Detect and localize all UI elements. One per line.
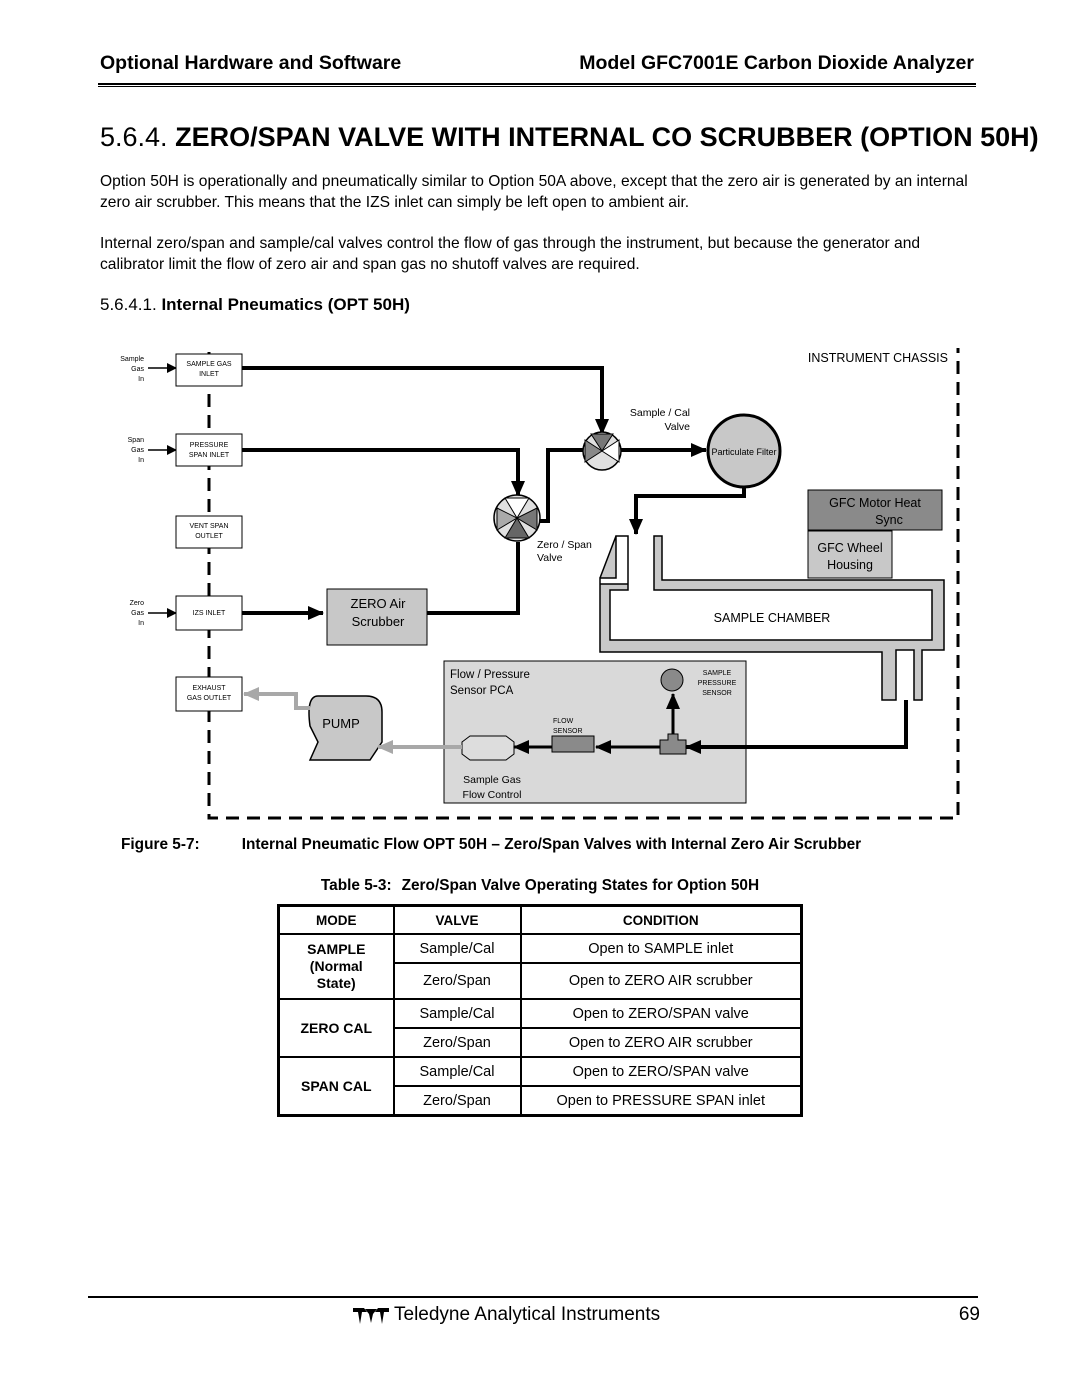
pneumatic-diagram: [0, 330, 1080, 825]
running-header-left: Optional Hardware and Software: [100, 52, 402, 74]
svg-text:Particulate Filter: Particulate Filter: [711, 447, 777, 457]
sample-gas-inlet-port: [176, 354, 242, 386]
condition-cell: Open to ZERO AIR scrubber: [521, 963, 802, 999]
table-caption: [0, 877, 1080, 895]
figure-caption: [121, 836, 861, 854]
running-header-right: Model GFC7001E Carbon Dioxide Analyzer: [579, 52, 974, 74]
zero-air-scrubber: [327, 589, 427, 645]
section-title: [100, 122, 1039, 153]
teledyne-logo-icon: [352, 1306, 390, 1326]
zero-span-valve: [494, 495, 540, 541]
svg-text:ZERO Air: ZERO Air: [350, 596, 406, 611]
paragraph-1: Option 50H is operationally and pneumatically similar to Option 50A above, except that the zero air is generated by an internal zero air scrubber. This means that the IZS inlet can simply be left open to ambient air.: [100, 173, 968, 211]
condition-cell: Open to ZERO/SPAN valve: [521, 999, 802, 1028]
svg-text:SENSOR: SENSOR: [553, 728, 583, 735]
svg-text:SAMPLE: SAMPLE: [702, 670, 732, 677]
svg-text:Flow Control: Flow Control: [462, 789, 522, 801]
paragraph-2: Internal zero/span and sample/cal valves control the flow of gas through the instrument, but because the generator and calibrator limit the flow of zero air and span gas no shutoff valves are required.: [100, 235, 921, 273]
svg-text:Sample Gas: Sample Gas: [463, 774, 521, 786]
svg-text:GAS OUTLET: GAS OUTLET: [186, 695, 232, 702]
sample-chamber-label: SAMPLE CHAMBER: [713, 611, 831, 625]
pump: [309, 696, 382, 760]
condition-cell: Open to PRESSURE SPAN inlet: [521, 1086, 802, 1116]
svg-text:Gas: Gas: [131, 366, 144, 373]
svg-text:GFC Wheel: GFC Wheel: [817, 541, 883, 555]
valve-cell: Sample/Cal: [394, 999, 521, 1028]
condition-cell: Open to SAMPLE inlet: [521, 934, 802, 963]
figure-caption-label: Figure 5-7:: [121, 836, 200, 853]
footer-company: Teledyne Analytical Instruments: [394, 1304, 661, 1325]
svg-text:PRESSURE: PRESSURE: [697, 680, 737, 687]
svg-text:VENT SPAN: VENT SPAN: [189, 523, 229, 530]
gfc-wheel-housing: [808, 531, 892, 578]
subsection-title-text: Internal Pneumatics (OPT 50H): [161, 295, 410, 314]
header-rule-thin: [98, 86, 976, 87]
valve-cell: Sample/Cal: [394, 934, 521, 963]
vent-span-outlet-port: [176, 516, 242, 548]
zero-gas-in-label: [130, 600, 145, 627]
footer-rule: [88, 1296, 978, 1298]
table-header-cell: CONDITION: [521, 906, 802, 935]
sample-cal-valve-label-1: Sample / Cal: [629, 407, 690, 419]
valve-cell: Zero/Span: [394, 963, 521, 999]
particulate-filter: [708, 415, 780, 487]
valve-cell: Zero/Span: [394, 1028, 521, 1057]
svg-text:Sync: Sync: [875, 513, 903, 527]
zero-span-valve-label-2: Valve: [537, 552, 563, 564]
line-scrubber-to-zs-valve: [427, 542, 518, 613]
subsection-number: 5.6.4.1.: [100, 295, 157, 314]
mode-label: SAMPLE: [307, 941, 366, 957]
header-rule: [98, 83, 976, 85]
svg-text:GFC Motor Heat: GFC Motor Heat: [829, 496, 921, 510]
svg-text:Span: Span: [127, 437, 144, 444]
line-sample-to-valve: [242, 368, 602, 434]
mode-label: (Normal: [309, 958, 363, 974]
svg-text:Zero: Zero: [129, 600, 144, 607]
table-caption-text: Zero/Span Valve Operating States for Option 50H: [401, 877, 760, 894]
line-pump-to-exhaust: [244, 694, 310, 708]
figure-caption-text: Internal Pneumatic Flow OPT 50H – Zero/Span Valves with Internal Zero Air Scrubber: [241, 836, 862, 853]
zero-span-valve-label-1: Zero / Span: [537, 539, 592, 551]
pressure-span-inlet-port: [176, 434, 242, 466]
svg-text:IZS INLET: IZS INLET: [192, 610, 226, 617]
condition-cell: Open to ZERO AIR scrubber: [521, 1028, 802, 1057]
subsection-title: [100, 295, 410, 315]
svg-text:In: In: [138, 457, 144, 464]
svg-text:OUTLET: OUTLET: [195, 533, 223, 540]
valve-states-table: [277, 904, 803, 1117]
svg-text:PUMP: PUMP: [322, 716, 360, 731]
svg-text:SPAN INLET: SPAN INLET: [188, 452, 230, 459]
section-title-text: ZERO/SPAN VALVE WITH INTERNAL CO SCRUBBER (OPTION 50H): [175, 122, 1039, 152]
table-caption-label: Table 5-3:: [320, 877, 392, 894]
svg-text:SENSOR: SENSOR: [702, 690, 732, 697]
svg-text:PRESSURE: PRESSURE: [189, 442, 229, 449]
svg-text:Sensor PCA: Sensor PCA: [450, 685, 514, 697]
gfc-motor-heat-sync: [808, 490, 942, 530]
svg-text:INLET: INLET: [199, 371, 219, 378]
table-header-cell: MODE: [279, 906, 394, 935]
span-gas-in-label: [128, 437, 145, 464]
table-header-row: [279, 906, 802, 935]
condition-cell: Open to ZERO/SPAN valve: [521, 1057, 802, 1086]
table-row: [279, 1057, 802, 1086]
sample-cal-valve-label-2: Valve: [664, 421, 690, 433]
mode-label: State): [316, 975, 356, 991]
svg-text:Scrubber: Scrubber: [351, 614, 405, 629]
line-span-to-zs-valve: [242, 450, 518, 496]
svg-text:Gas: Gas: [131, 447, 144, 454]
section-number: 5.6.4.: [100, 122, 168, 152]
page-number: 69: [958, 1304, 980, 1325]
svg-text:SAMPLE GAS: SAMPLE GAS: [186, 361, 232, 368]
svg-text:Housing: Housing: [827, 558, 873, 572]
izs-inlet-port: [176, 596, 242, 630]
exhaust-gas-outlet-port: [176, 677, 242, 711]
valve-cell: Sample/Cal: [394, 1057, 521, 1086]
line-zs-to-sc-valve: [538, 450, 584, 521]
svg-text:FLOW: FLOW: [553, 718, 574, 725]
chassis-label: INSTRUMENT CHASSIS: [807, 351, 948, 365]
mode-cell: SPAN CAL: [279, 1057, 394, 1116]
mode-cell: ZERO CAL: [279, 999, 394, 1057]
valve-cell: Zero/Span: [394, 1086, 521, 1116]
line-filter-to-chamber: [636, 484, 744, 534]
svg-text:EXHAUST: EXHAUST: [192, 685, 226, 692]
mode-cell: [279, 934, 394, 999]
svg-text:In: In: [138, 620, 144, 627]
table-header-cell: VALVE: [394, 906, 521, 935]
svg-text:Flow / Pressure: Flow / Pressure: [450, 669, 530, 681]
sample-cal-valve: [583, 432, 621, 470]
svg-text:Gas: Gas: [131, 610, 144, 617]
svg-text:Sample: Sample: [120, 356, 144, 363]
table-row: [279, 934, 802, 963]
svg-text:In: In: [138, 376, 144, 383]
sample-gas-in-label: [120, 356, 144, 383]
table-row: [279, 999, 802, 1028]
